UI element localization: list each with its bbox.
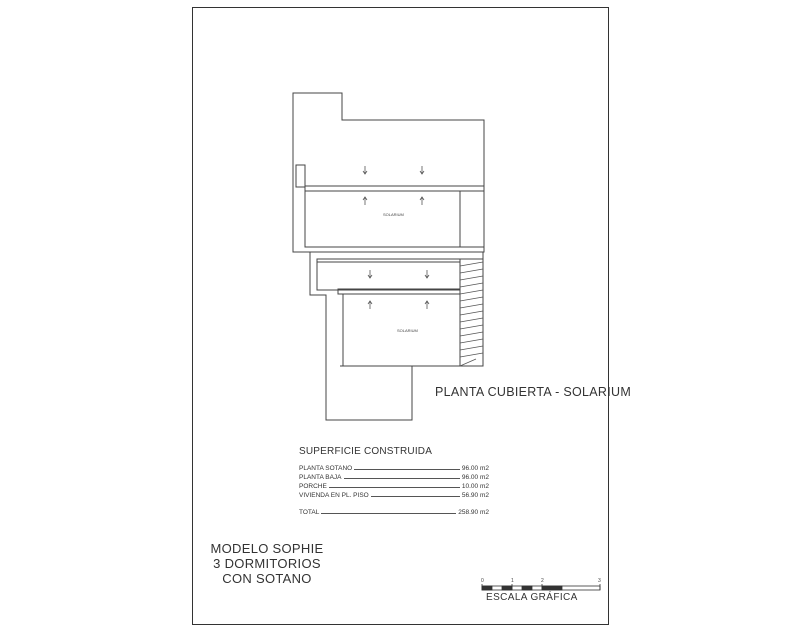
model-basement: CON SOTANO — [222, 571, 312, 586]
leader-line — [344, 478, 460, 479]
scale-bar — [482, 584, 600, 590]
scale-tick: 0 — [481, 578, 484, 584]
leader-line — [354, 469, 460, 470]
model-name: MODELO SOPHIE — [210, 541, 324, 556]
superficie-table — [299, 446, 489, 516]
row-label: PORCHE — [299, 483, 327, 490]
row-label: PLANTA BAJA — [299, 474, 342, 481]
stair — [460, 259, 483, 366]
row-label: PLANTA SOTANO — [299, 465, 353, 472]
total-value: 258.90 m2 — [458, 509, 489, 516]
plan-title: PLANTA CUBIERTA - SOLARIUM — [435, 385, 632, 399]
total-label: TOTAL — [299, 509, 320, 516]
scale-tick: 3 — [598, 578, 601, 584]
solarium-band-upper — [305, 186, 484, 191]
leader-line — [329, 487, 460, 488]
superficie-row — [299, 472, 489, 481]
upper-niche — [296, 165, 305, 187]
terrace-lower — [317, 259, 460, 290]
row-value: 10.00 m2 — [461, 483, 489, 490]
row-value: 96.00 m2 — [461, 474, 489, 481]
model-title-block — [207, 541, 327, 586]
scale-tick: 1 — [511, 578, 514, 584]
superficie-heading: SUPERFICIE CONSTRUIDA — [299, 446, 433, 457]
superficie-row — [299, 481, 489, 490]
superficie-row — [299, 490, 489, 499]
row-value: 96.00 m2 — [461, 465, 489, 472]
room-label-upper: SOLARIUM — [383, 212, 404, 217]
row-label: VIVIENDA EN PL. PISO — [299, 492, 369, 499]
leader-line — [371, 496, 460, 497]
solarium-room-upper — [305, 191, 460, 247]
stair-treads — [460, 262, 483, 366]
superficie-row — [299, 463, 489, 472]
room-label-lower: SOLARIUM — [397, 328, 418, 333]
superficie-total-row — [299, 507, 489, 516]
leader-line — [321, 513, 456, 514]
model-bedrooms: 3 DORMITORIOS — [213, 556, 321, 571]
scale-tick: 2 — [541, 578, 544, 584]
slope-arrows — [363, 166, 429, 309]
scale-label: ESCALA GRÁFICA — [486, 592, 578, 603]
row-value: 56.90 m2 — [461, 492, 489, 499]
upper-outline — [293, 93, 484, 252]
